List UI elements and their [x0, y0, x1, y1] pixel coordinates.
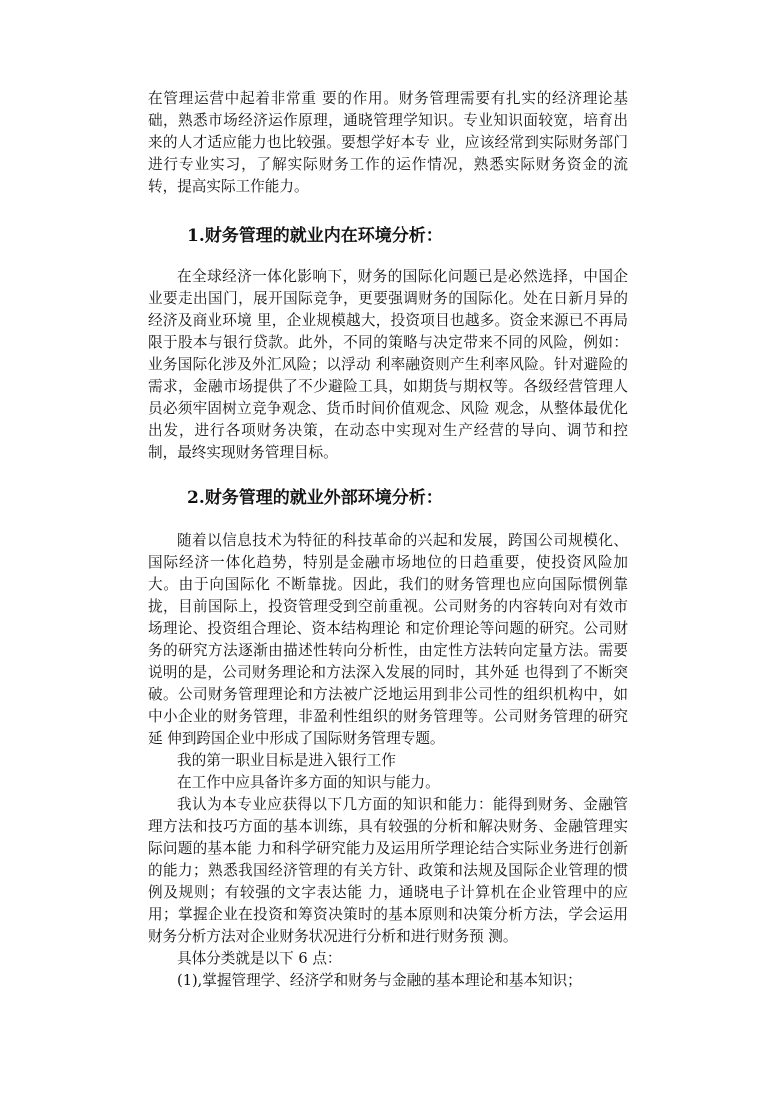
section-1-paragraph: 在全球经济一体化影响下，财务的国际化问题已是必然选择，中国企业要走出国门，展开国际竞争，更要强调财务的国际化。处在日新月异的经济及商业环境 里，企业规模越大，投资项目也越多。资金来源已不再局限于股本与银行贷款。此外，不同的策略与决定带来不同的风险，例如：业务国际化涉及外汇风险；以浮动 利率融资则产生利率风险。针对避险的需求，金融市场提供了不少避险工具，如期货与期权等。各级经营管理人员必须牢固树立竞争观念、货币时间价值观念、风险 观念，从整体最优化出发，进行各项财务决策，在动态中实现对生产经营的导向、调节和控制，最终实现财务管理目标。: [148, 268, 628, 461]
section-2-paragraph: 随着以信息技术为特征的科技革命的兴起和发展，跨国公司规模化、国际经济一体化趋势，特别是金融市场地位的日趋重要，使投资风险加大。由于向国际化 不断靠拢。因此，我们的财务管理也应向国际惯例靠拢，目前国际上，投资管理受到空前重视。公司财务的内容转向对有效市场理论、投资组合理论、资本结构理论 和定价理论等问题的研究。公司财务的研究方法逐渐由描述性转向分析性，由定性方法转向定量方法。需要说明的是，公司财务理论和方法深入发展的同时，其外延 也得到了不断突破。公司财务管理理论和方法被广泛地运用到非公司性的组织机构中，如中小企业的财务管理，非盈利性组织的财务管理等。公司财务管理的研究延 伸到跨国企业中形成了国际财务管理专题。: [148, 532, 628, 747]
categories-intro-paragraph: 具体分类就是以下 6 点：: [177, 950, 342, 967]
document-page: [148, 88, 628, 992]
career-goal-paragraph: 我的第一职业目标是进入银行工作: [177, 752, 396, 769]
intro-paragraph: 在管理运营中起着非常重 要的作用。财务管理需要有扎实的经济理论基础，熟悉市场经济运作原理，通晓管理学知识。专业知识面较宽，培育出来的人才适应能力也比较强。要想学好本专 业，应该经常到实际财务部门进行专业实习，了解实际财务工作的运作情况，熟悉实际财务资金的流转，提高实际工作能力。: [148, 90, 628, 195]
list-item-1: (1),掌握管理学、经济学和财务与金融的基本理论和基本知识；: [177, 972, 582, 989]
section-2-heading: 2.财务管理的就业外部环境分析：: [187, 488, 443, 508]
ability-intro-paragraph: 在工作中应具备许多方面的知识与能力。: [177, 774, 440, 791]
section-1-heading: 1.财务管理的就业内在环境分析：: [187, 226, 443, 246]
abilities-paragraph: 我认为本专业应获得以下几方面的知识和能力：能得到财务、金融管理方法和技巧方面的基本训练，具有较强的分析和解决财务、金融管理实际问题的基本能 力和科学研究能力及运用所学理论结合实际业务进行创新的能力；熟悉我国经济管理的有关方针、政策和法规及国际企业管理的惯例及规则；有较强的文字表达能 力，通晓电子计算机在企业管理中的应用；掌握企业在投资和筹资决策时的基本原则和决策分析方法，学会运用财务分析方法对企业财务状况进行分析和进行财务预 测。: [148, 796, 628, 945]
